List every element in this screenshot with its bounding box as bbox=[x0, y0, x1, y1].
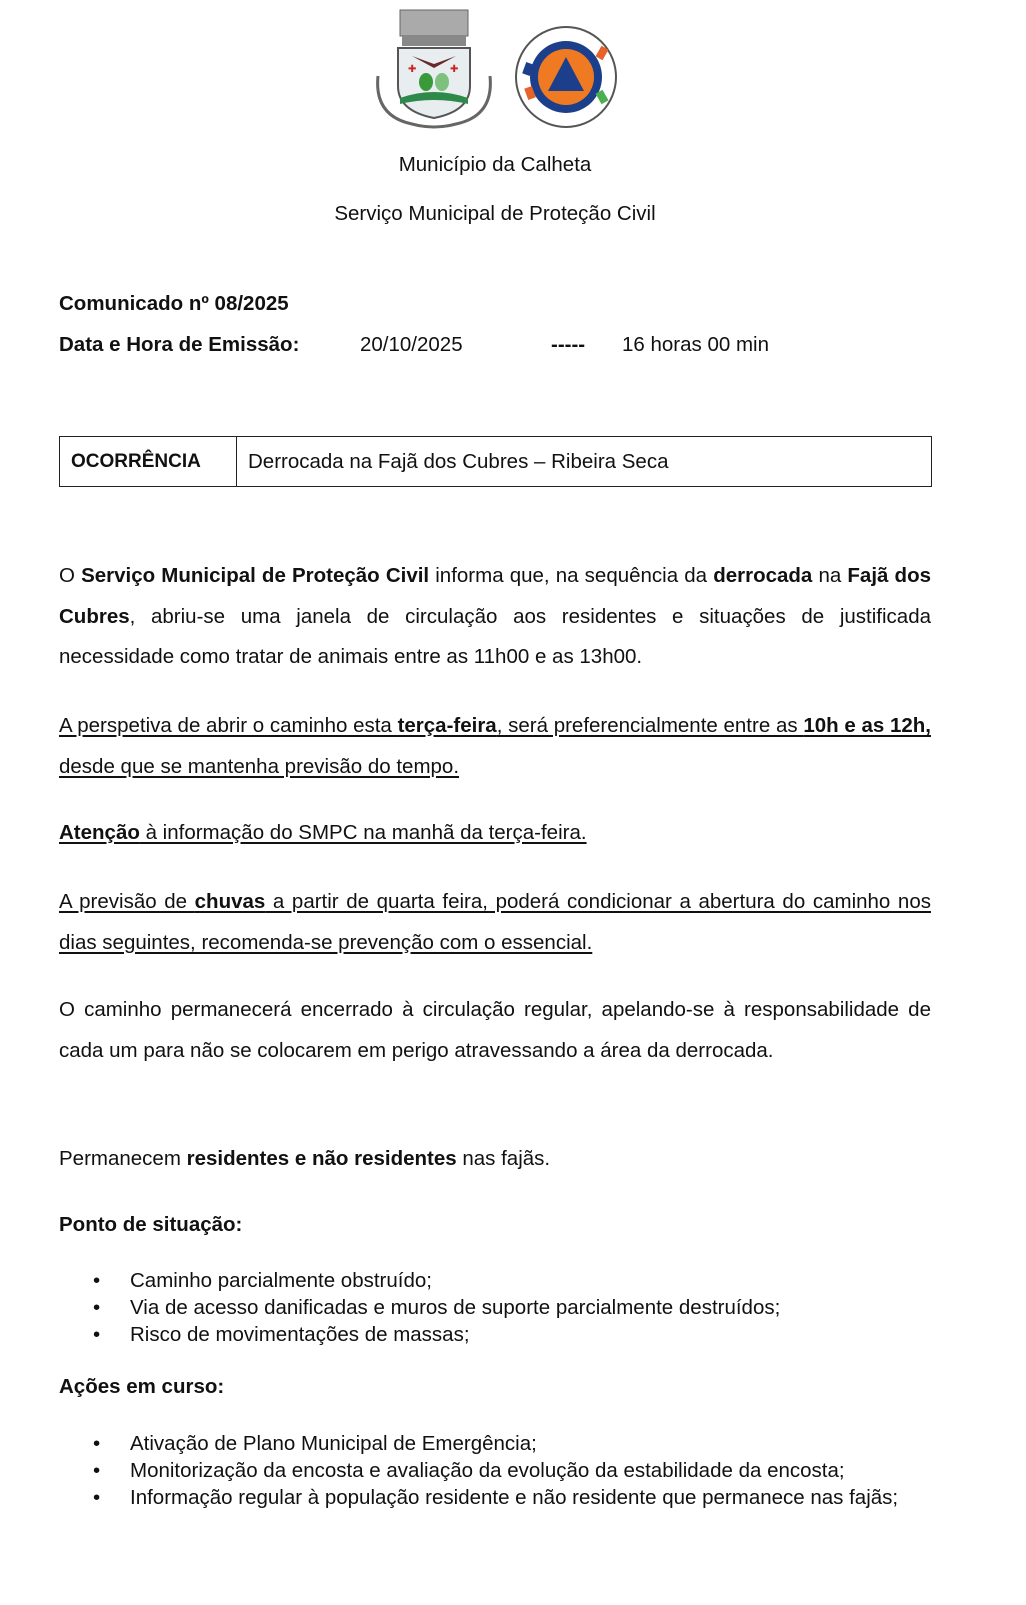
occurrence-value: Derrocada na Fajã dos Cubres – Ribeira Seca bbox=[237, 437, 932, 487]
svg-text:✚: ✚ bbox=[450, 64, 459, 75]
paragraph-6: Permanecem residentes e não residentes nas fajãs. bbox=[59, 1147, 551, 1170]
service-name: Serviço Municipal de Proteção Civil bbox=[334, 202, 656, 225]
actions-list bbox=[59, 1430, 931, 1511]
communique-number: Comunicado nº 08/2025 bbox=[59, 292, 289, 315]
paragraph-1: O Serviço Municipal de Proteção Civil informa que, na sequência da derrocada na Fajã dos Cubres, abriu-se uma janela de circulação aos residentes e situações de justificada necessidade como tratar de animais entre as 11h00 e as 13h00. bbox=[59, 564, 931, 668]
list-item: • Monitorização da encosta e avaliação da evolução da estabilidade da encosta; bbox=[59, 1457, 931, 1484]
situation-list bbox=[59, 1267, 931, 1348]
paragraph-5: O caminho permanecerá encerrado à circulação regular, apelando-se à responsabilidade de cada um para não se colocarem em perigo atravessando a área da derrocada. bbox=[59, 998, 931, 1062]
actions-title: Ações em curso: bbox=[59, 1375, 225, 1398]
issue-date: 20/10/2025 bbox=[360, 333, 463, 356]
svg-text:✚: ✚ bbox=[408, 64, 417, 75]
issue-time: 16 horas 00 min bbox=[622, 333, 770, 356]
municipal-crest-logo bbox=[372, 6, 496, 132]
occurrence-label: OCORRÊNCIA bbox=[60, 437, 237, 487]
list-item: • Via de acesso danificadas e muros de suporte parcialmente destruídos; bbox=[59, 1294, 931, 1321]
occurrence-table bbox=[59, 436, 932, 487]
paragraph-4: A previsão de chuvas a partir de quarta feira, poderá condicionar a abertura do caminho nos dias seguintes, recomenda-se prevenção com o essencial. bbox=[59, 890, 931, 954]
list-item: • Caminho parcialmente obstruído; bbox=[59, 1267, 931, 1294]
municipality-name: Município da Calheta bbox=[398, 153, 592, 176]
civil-protection-logo bbox=[514, 25, 618, 129]
paragraph-3: Atenção à informação do SMPC na manhã da terça-feira. bbox=[59, 821, 587, 844]
separator: ----- bbox=[551, 333, 586, 356]
list-item: • Ativação de Plano Municipal de Emergência; bbox=[59, 1430, 931, 1457]
situation-title: Ponto de situação: bbox=[59, 1213, 243, 1236]
list-item: • Informação regular à população residente e não residente que permanece nas fajãs; bbox=[59, 1484, 931, 1511]
date-label: Data e Hora de Emissão: bbox=[59, 333, 300, 356]
paragraph-2: A perspetiva de abrir o caminho esta terça-feira, será preferencialmente entre as 10h e as 12h, desde que se mantenha previsão do tempo. bbox=[59, 714, 931, 778]
list-item: • Risco de movimentações de massas; bbox=[59, 1321, 931, 1348]
